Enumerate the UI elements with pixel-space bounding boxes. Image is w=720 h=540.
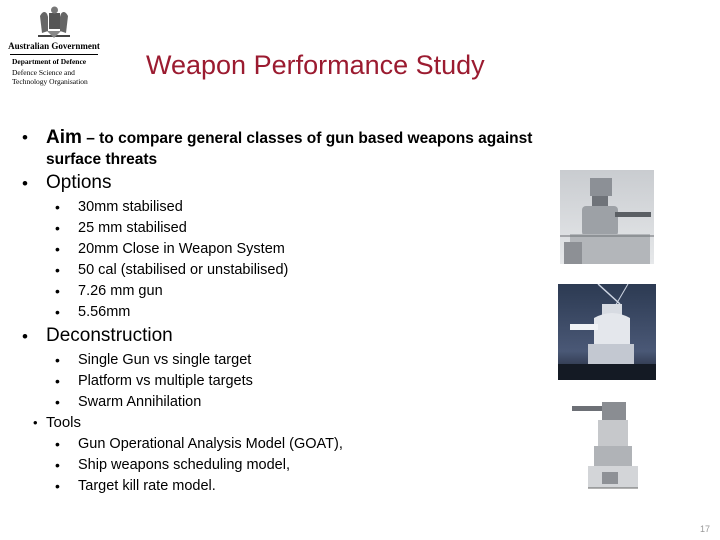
logo-department-text: Department of Defence: [12, 57, 87, 66]
tools-item: Gun Operational Analysis Model (GOAT),: [78, 436, 343, 452]
logo-organisation-text: Defence Science and Technology Organisation: [12, 68, 88, 86]
option-item: 25 mm stabilised: [78, 220, 187, 236]
logo-divider: [10, 54, 98, 55]
stabilised-gun-photo: [560, 170, 654, 264]
option-item: 50 cal (stabilised or unstabilised): [78, 262, 289, 278]
bullet: •: [22, 327, 28, 346]
slide-title: Weapon Performance Study: [146, 50, 485, 80]
bullet: •: [55, 394, 60, 410]
bullet: •: [55, 199, 60, 215]
coat-of-arms-icon: [34, 4, 74, 40]
australian-government-logo: [6, 4, 102, 88]
option-item: 7.26 mm gun: [78, 283, 163, 299]
option-item: 30mm stabilised: [78, 199, 183, 215]
bullet: •: [55, 262, 60, 278]
tools-item: Target kill rate model.: [78, 478, 216, 494]
gun-mount-photo: [568, 400, 654, 492]
aim-text: – to compare general classes of gun based weapons against: [81, 130, 533, 147]
options-heading: Options: [46, 172, 112, 193]
bullet: •: [22, 128, 28, 147]
bullet: •: [55, 457, 60, 473]
bullet: •: [55, 241, 60, 257]
bullet: •: [55, 220, 60, 236]
logo-government-text: Australian Government: [8, 41, 100, 51]
aim-line: [46, 128, 532, 149]
bullet: •: [55, 283, 60, 299]
deconstruction-heading: Deconstruction: [46, 325, 173, 346]
bullet: •: [22, 174, 28, 193]
deconstruction-item: Single Gun vs single target: [78, 352, 252, 368]
deconstruction-item: Swarm Annihilation: [78, 394, 202, 410]
option-item: 20mm Close in Weapon System: [78, 241, 285, 257]
tools-item: Ship weapons scheduling model,: [78, 457, 290, 473]
bullet: •: [55, 373, 60, 389]
tools-heading: Tools: [46, 414, 82, 431]
aim-text-line2: surface threats: [46, 151, 158, 168]
bullet: •: [55, 352, 60, 368]
deconstruction-item: Platform vs multiple targets: [78, 373, 253, 389]
bullet: •: [55, 478, 60, 494]
close-in-weapon-system-photo: [558, 284, 656, 380]
option-item: 5.56mm: [78, 304, 131, 320]
page-number: 17: [699, 524, 710, 534]
bullet: •: [55, 436, 60, 452]
aim-label: Aim: [46, 127, 82, 148]
bullet: •: [33, 415, 38, 430]
bullet: •: [55, 304, 60, 320]
